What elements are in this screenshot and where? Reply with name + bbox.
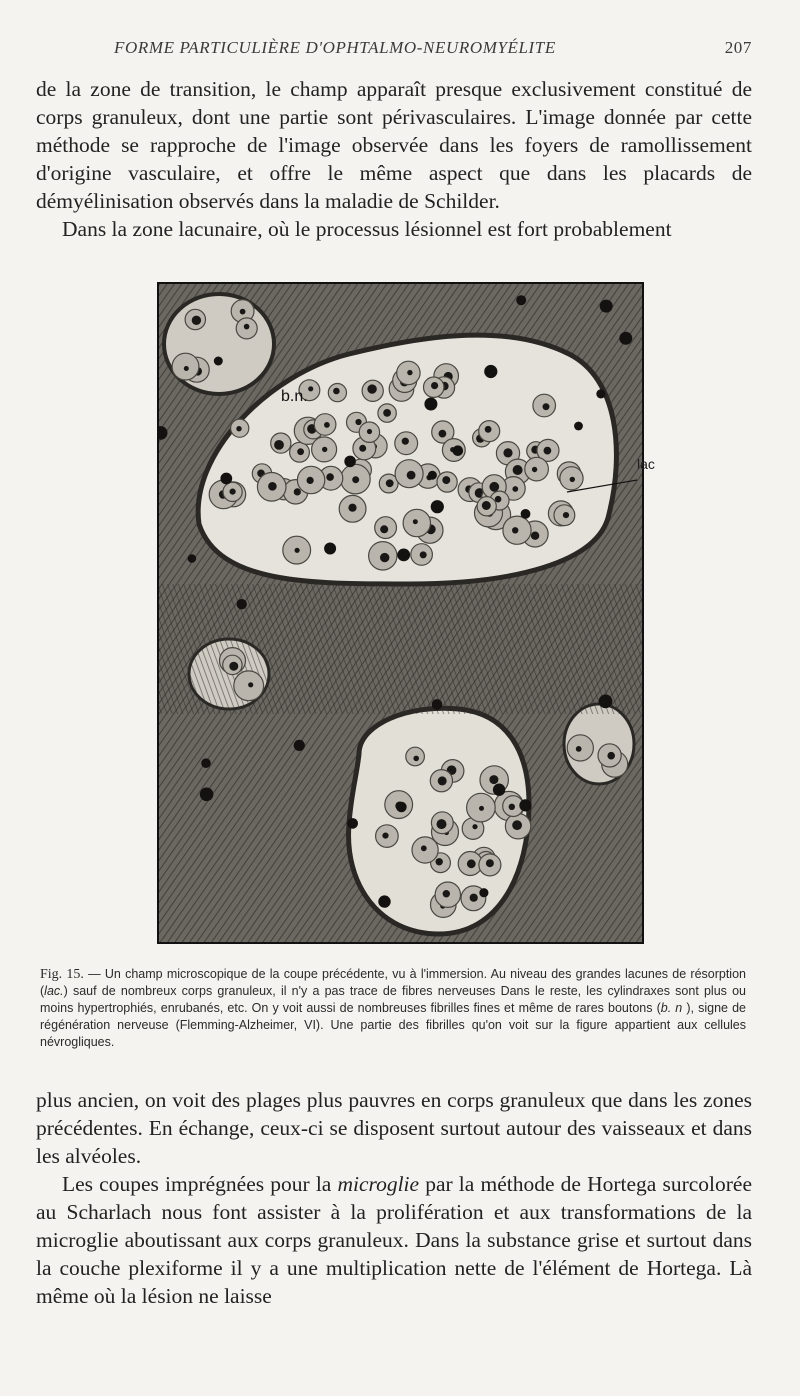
cell-nucleus — [268, 482, 277, 491]
cell-nucleus — [495, 496, 502, 503]
caption-emphasis: lac. — [44, 984, 64, 998]
cell-nucleus — [509, 804, 515, 810]
dark-nucleus — [600, 300, 613, 313]
cell-nucleus — [192, 316, 201, 325]
dark-nucleus — [200, 788, 214, 802]
dark-nucleus — [214, 357, 223, 366]
cell-nucleus — [297, 448, 304, 455]
dark-nucleus — [519, 799, 531, 811]
dark-nucleus — [516, 295, 526, 305]
caption-text: ) sauf de nombreux corps granuleux, il n'y a pas trace de fibres nerveuses Dans le reste, les cylindraxes sont plus ou moins hypertrophiés, enrubanés, etc. On y voit aussi de nombreuses fibrilles fines et même de rares boutons ( — [40, 984, 746, 1015]
cell-nucleus — [482, 501, 491, 510]
dark-nucleus — [428, 471, 437, 480]
cell-nucleus — [326, 473, 334, 481]
cell-nucleus — [486, 859, 494, 867]
cell-nucleus — [503, 448, 512, 457]
cell-nucleus — [229, 662, 238, 671]
cell-nucleus — [324, 422, 330, 428]
page-number: 207 — [724, 38, 752, 57]
dark-nucleus — [619, 332, 632, 345]
cell-nucleus — [352, 476, 359, 483]
dark-nucleus — [493, 784, 505, 796]
cell-nucleus — [576, 746, 582, 752]
emphasis-microglie: microglie — [337, 1172, 420, 1196]
cell-nucleus — [359, 445, 366, 452]
dark-nucleus — [596, 389, 605, 398]
micrograph-drawing — [159, 284, 642, 942]
text-run: par la méthode de Hortega surcolorée au Scharlach nous font assister à la prolifération et aux transformations de la microglie aboutissant aux corps granuleux. Dans la substance grise et surtout dans la couche plexiforme il y a une multiplication nette de l'élément de Hortega. Là même où la lésion ne laisse — [36, 1172, 752, 1308]
cell-nucleus — [380, 525, 388, 533]
cell-nucleus — [531, 532, 539, 540]
cell-nucleus — [437, 819, 447, 829]
cell-nucleus — [472, 824, 477, 829]
dark-nucleus — [479, 888, 488, 897]
dark-nucleus — [521, 509, 531, 519]
cell-nucleus — [544, 447, 552, 455]
cell-nucleus — [407, 471, 416, 480]
caption-text: ), signe de régénération nerveuse (Flemming-Alzheimer, VI). Une partie des fibrilles qu'on voit sur la figure appartient aux cellules névrogliques. — [40, 1001, 746, 1049]
cell-nucleus — [413, 756, 419, 762]
figure-caption — [40, 966, 746, 1051]
cell-nucleus — [236, 426, 241, 431]
caption-text: — Un champ microscopique de la coupe précédente, vu à l'immersion. Au niveau des grandes lacunes de résorption ( — [40, 967, 746, 998]
cell-nucleus — [479, 806, 484, 811]
cell-nucleus — [367, 384, 376, 393]
page-header — [36, 38, 752, 58]
cell-nucleus — [420, 551, 427, 558]
cell-nucleus — [402, 438, 409, 445]
body-text-bottom — [36, 1086, 752, 1310]
dark-nucleus — [574, 422, 583, 431]
cell-nucleus — [322, 447, 327, 452]
cell-nucleus — [512, 820, 522, 830]
paragraph — [36, 1170, 752, 1310]
body-text-top — [36, 75, 752, 243]
dark-nucleus — [453, 445, 464, 456]
cell-nucleus — [570, 477, 575, 482]
cell-nucleus — [489, 482, 499, 492]
cell-nucleus — [274, 440, 284, 450]
dark-nucleus — [237, 599, 247, 609]
paragraph: de la zone de transition, le champ apparaît presque exclusivement constitué de corps granuleux, dont une partie sont périvasculaires. L'image donnée par cette méthode se rapproche de l'image observée dans les foyers de ramollissement d'origine vasculaire, et offre le même aspect que dans les placards de démyélinisation observés dans la maladie de Schilder. — [36, 77, 752, 213]
cell-nucleus — [436, 858, 443, 865]
dark-nucleus — [431, 500, 444, 513]
cell-nucleus — [230, 489, 236, 495]
dark-nucleus — [344, 456, 356, 468]
dark-nucleus — [424, 398, 437, 411]
cell-nucleus — [532, 467, 537, 472]
label-lac: lac — [637, 456, 655, 472]
dark-nucleus — [324, 543, 336, 555]
caption-emphasis: b. n — [660, 1001, 683, 1015]
cell-nucleus — [240, 309, 246, 315]
dark-nucleus — [599, 695, 613, 709]
cell-nucleus — [443, 890, 450, 897]
running-title: FORME PARTICULIÈRE D'OPHTALMO-NEUROMYÉLITE — [114, 38, 556, 57]
cell-nucleus — [543, 403, 550, 410]
cell-nucleus — [563, 512, 569, 518]
dark-nucleus — [397, 549, 410, 562]
cell-nucleus — [485, 426, 492, 433]
cell-nucleus — [439, 430, 447, 438]
dark-nucleus — [220, 473, 232, 485]
cell-nucleus — [367, 429, 372, 434]
dark-nucleus — [201, 758, 211, 768]
cell-nucleus — [489, 775, 498, 784]
cell-nucleus — [382, 833, 388, 839]
cell-nucleus — [442, 476, 450, 484]
cell-nucleus — [380, 553, 389, 562]
cell-nucleus — [348, 504, 356, 512]
cell-nucleus — [407, 370, 412, 375]
paragraph: Dans la zone lacunaire, où le processus lésionnel est fort probablement — [62, 217, 672, 241]
cell-nucleus — [421, 845, 427, 851]
cell-nucleus — [333, 388, 340, 395]
dark-nucleus — [294, 740, 305, 751]
microscopy-figure — [157, 282, 644, 944]
cell-nucleus — [294, 488, 301, 495]
dark-nucleus — [484, 365, 497, 378]
cell-nucleus — [308, 386, 313, 391]
cell-nucleus — [431, 382, 438, 389]
label-bn: b.n. — [281, 388, 308, 405]
cell-nucleus — [607, 752, 615, 760]
dark-nucleus — [396, 802, 407, 813]
dark-nucleus — [378, 895, 390, 907]
cell-nucleus — [467, 859, 476, 868]
cell-nucleus — [295, 548, 300, 553]
cell-nucleus — [184, 366, 189, 371]
figure-number: Fig. 15. — [40, 967, 84, 982]
cell-nucleus — [470, 894, 478, 902]
cell-nucleus — [513, 465, 523, 475]
cell-nucleus — [413, 519, 418, 524]
cell-nucleus — [386, 479, 394, 487]
dark-nucleus — [347, 818, 358, 829]
cell-nucleus — [244, 324, 250, 330]
cell-nucleus — [307, 477, 314, 484]
text-run: Les coupes imprégnées pour la — [62, 1172, 338, 1196]
cell-nucleus — [438, 776, 447, 785]
cell-nucleus — [512, 486, 518, 492]
cell-nucleus — [248, 682, 253, 687]
cell-nucleus — [512, 527, 518, 533]
paragraph: plus ancien, on voit des plages plus pauvres en corps granuleux que dans les zones précédentes. En échange, ceux-ci se disposent surtout autour des vaisseaux et dans les alvéoles. — [36, 1088, 752, 1168]
dark-nucleus — [432, 699, 443, 710]
cell-nucleus — [355, 419, 361, 425]
cell-nucleus — [383, 409, 391, 417]
dark-nucleus — [188, 554, 197, 563]
